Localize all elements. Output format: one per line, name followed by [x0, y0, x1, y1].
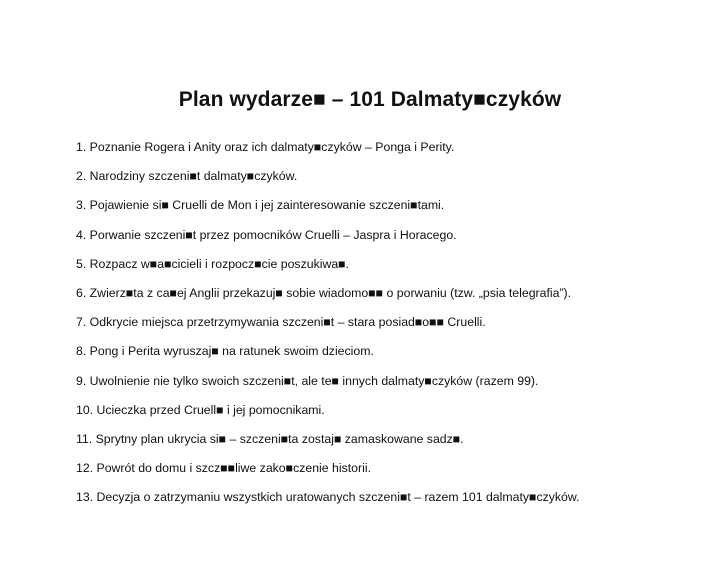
event-item-13 [76, 489, 580, 518]
event-item-7 [76, 314, 580, 343]
document-title: Plan wydarze■ – 101 Dalmaty■czyków [178, 88, 562, 111]
event-item-5 [76, 256, 580, 285]
event-text: 2. Narodziny szczeni■t dalmaty■czyków. [76, 169, 298, 184]
event-text: 4. Porwanie szczeni■t przez pomocników Cruelli – Jaspra i Horacego. [76, 227, 457, 242]
event-item-8 [76, 343, 580, 372]
event-item-6 [76, 285, 580, 314]
event-item-4 [76, 227, 580, 256]
event-text: 12. Powrót do domu i szcz■■liwe zako■czenie historii. [76, 461, 371, 476]
event-item-2 [76, 168, 580, 197]
event-item-1 [76, 139, 580, 168]
event-text: 11. Sprytny plan ukrycia si■ – szczeni■ta zostaj■ zamaskowane sadz■. [76, 431, 464, 446]
event-text: 9. Uwolnienie nie tylko swoich szczeni■t, ale te■ innych dalmaty■czyków (razem 99). [76, 373, 539, 388]
event-text: 5. Rozpacz w■a■cicieli i rozpocz■cie poszukiwa■. [76, 256, 350, 271]
event-item-12 [76, 460, 580, 489]
event-item-9 [76, 373, 580, 402]
event-item-10 [76, 402, 580, 431]
event-item-11 [76, 431, 580, 460]
event-text: 7. Odkrycie miejsca przetrzymywania szczeni■t – stara posiad■o■■ Cruelli. [76, 315, 486, 330]
event-list [76, 139, 580, 518]
event-text: 10. Ucieczka przed Cruell■ i jej pomocnikami. [76, 402, 325, 417]
event-text: 3. Pojawienie si■ Cruelli de Mon i jej zainteresowanie szczeni■tami. [76, 198, 445, 213]
event-text: 1. Poznanie Rogera i Anity oraz ich dalmaty■czyków – Ponga i Perity. [76, 140, 455, 154]
event-text: 8. Pong i Perita wyruszaj■ na ratunek swoim dzieciom. [76, 344, 374, 359]
event-item-3 [76, 197, 580, 226]
event-text: 13. Decyzja o zatrzymaniu wszystkich uratowanych szczeni■t – razem 101 dalmaty■czyków. [76, 490, 580, 505]
event-text: 6. Zwierz■ta z ca■ej Anglii przekazuj■ sobie wiadomo■■ o porwaniu (tzw. „psia telegrafia”). [76, 285, 572, 300]
